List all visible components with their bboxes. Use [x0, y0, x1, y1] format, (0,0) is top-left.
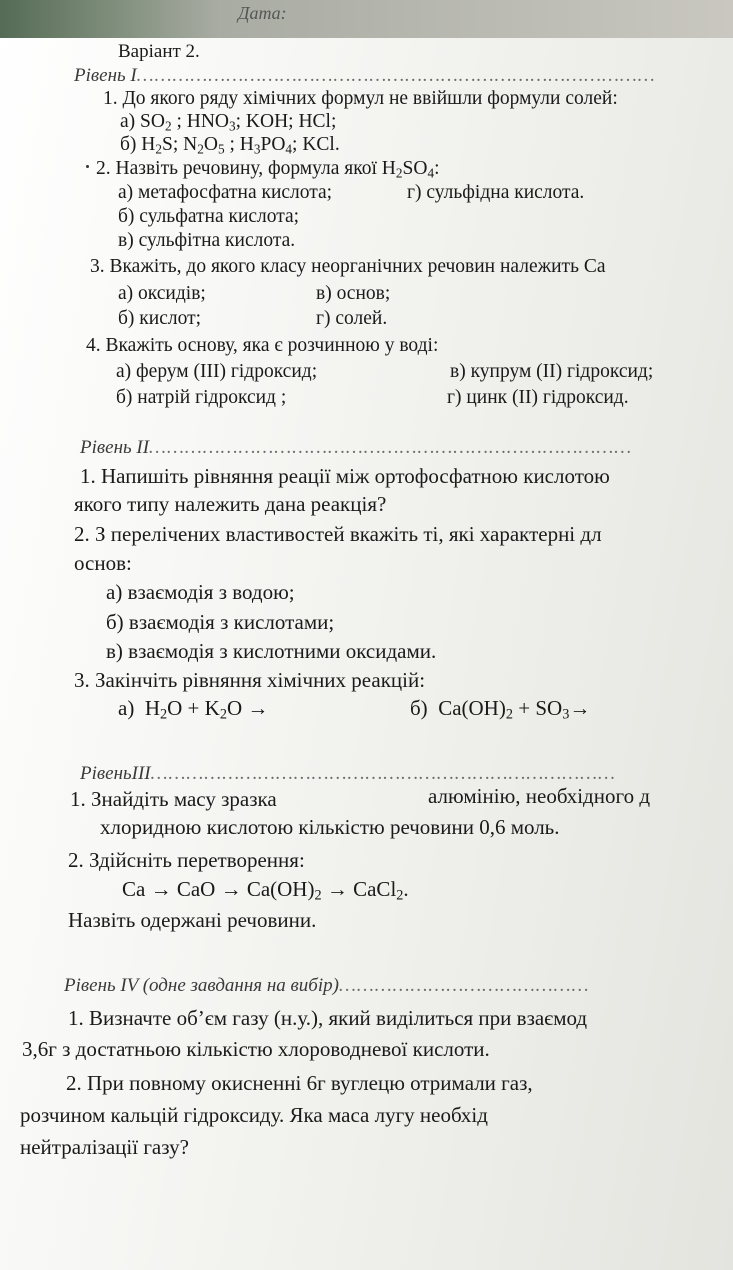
level-2-heading: Рівень ІІ………………………………………………………………………	[80, 437, 633, 458]
l3-q1-part2: алюмінію, необхідного д	[428, 784, 651, 808]
l2-q1-line1: 1. Напишіть рівняння реації між ортофосфатною кислотою	[80, 464, 610, 488]
l2-q2-option-b: б) взаємодія з кислотами;	[106, 610, 335, 634]
l3-q2-after: Назвіть одержані речовини.	[68, 908, 317, 932]
l3-q1-part1: 1. Знайдіть масу зразка	[70, 787, 277, 811]
l1-q2-option-b: б) сульфатна кислота;	[118, 206, 300, 227]
l1-q3-option-g: г) солей.	[316, 308, 388, 329]
l2-q2-line2: основ:	[74, 551, 132, 575]
l1-q1-option-a: а) $SO_2$ ; $HNO_3$; KOH; HCl;	[120, 111, 337, 134]
variant-title: Варіант 2.	[118, 41, 200, 62]
l1-q1-option-b: б) $H_2S$; $N_2O_5$ ; $H_3PO_4$; KCl.	[120, 134, 340, 157]
level-3-heading: РівеньІІІ……………………………………………………………………	[80, 763, 616, 784]
top-edge-strip	[0, 0, 733, 38]
l1-q2-option-v: в) сульфітна кислота.	[118, 230, 296, 251]
l1-q2-text: 2. Назвіть речовину, формула якої $H_2SO_4$:	[96, 158, 440, 181]
l2-q3-equation-a: а) $H_2O + K_2O$ →	[118, 696, 269, 723]
l1-q4-text: 4. Вкажіть основу, яка є розчинною у воді:	[86, 335, 439, 356]
l4-q1-line2: 3,6г з достатньою кількістю хлороводневої кислоти.	[22, 1037, 490, 1061]
l1-q2-option-a: а) метафосфатна кислота;	[118, 182, 333, 203]
l2-q1-line2: якого типу належить дана реакція?	[74, 492, 387, 516]
level-4-heading: Рівень IV (одне завдання на вибір)……………………………………	[64, 975, 590, 996]
l4-q2-line1: 2. При повному окисненні 6г вуглецю отримали газ,	[66, 1071, 533, 1095]
l1-q3-text: 3. Вкажіть, до якого класу неорганічних речовин належить Са	[90, 256, 606, 277]
pen-dot	[86, 165, 89, 168]
l1-q4-option-a: а) ферум (ІІІ) гідроксид;	[116, 361, 318, 382]
l2-q3-text: 3. Закінчіть рівняння хімічних реакцій:	[74, 668, 426, 692]
l2-q3-equation-b: б) $Ca(OH)_2 + SO_3\to$	[410, 696, 591, 723]
l2-q2-line1: 2. З перелічених властивостей вкажіть ті, які характерні дл	[74, 522, 602, 546]
l2-q2-option-v: в) взаємодія з кислотними оксидами.	[106, 639, 437, 663]
l1-q3-option-a: а) оксидів;	[118, 283, 206, 304]
l3-q2-chain: Ca → CaO → $Ca(OH)_2$ → CaCl$_2$.	[122, 877, 409, 904]
l4-q1-line1: 1. Визначте об’єм газу (н.у.), який виділиться при взаємод	[68, 1006, 588, 1030]
l1-q2-option-g: г) сульфідна кислота.	[407, 182, 585, 203]
level-1-heading: Рівень І……………………………………………………………………………	[74, 65, 656, 86]
l1-q3-option-v: в) основ;	[316, 283, 391, 304]
date-label: Дата:	[238, 3, 287, 23]
l1-q4-option-b: б) натрій гідроксид ;	[116, 387, 287, 408]
l1-q3-option-b: б) кислот;	[118, 308, 202, 329]
l3-q2-text: 2. Здійсніть перетворення:	[68, 848, 305, 872]
l4-q2-line3: нейтралізації газу?	[20, 1135, 189, 1159]
l1-q4-option-v: в) купрум (ІІ) гідроксид;	[450, 361, 654, 382]
l1-q4-option-g: г) цинк (ІІ) гідроксид.	[447, 387, 629, 408]
l4-q2-line2: розчином кальцій гідроксиду. Яка маса лугу необхід	[20, 1103, 488, 1127]
l1-q1-text: 1. До якого ряду хімічних формул не ввійшли формули солей:	[103, 88, 618, 109]
l2-q2-option-a: а) взаємодія з водою;	[106, 580, 295, 604]
l3-q1-line2: хлоридною кислотою кількістю речовини 0,6 моль.	[100, 815, 560, 839]
